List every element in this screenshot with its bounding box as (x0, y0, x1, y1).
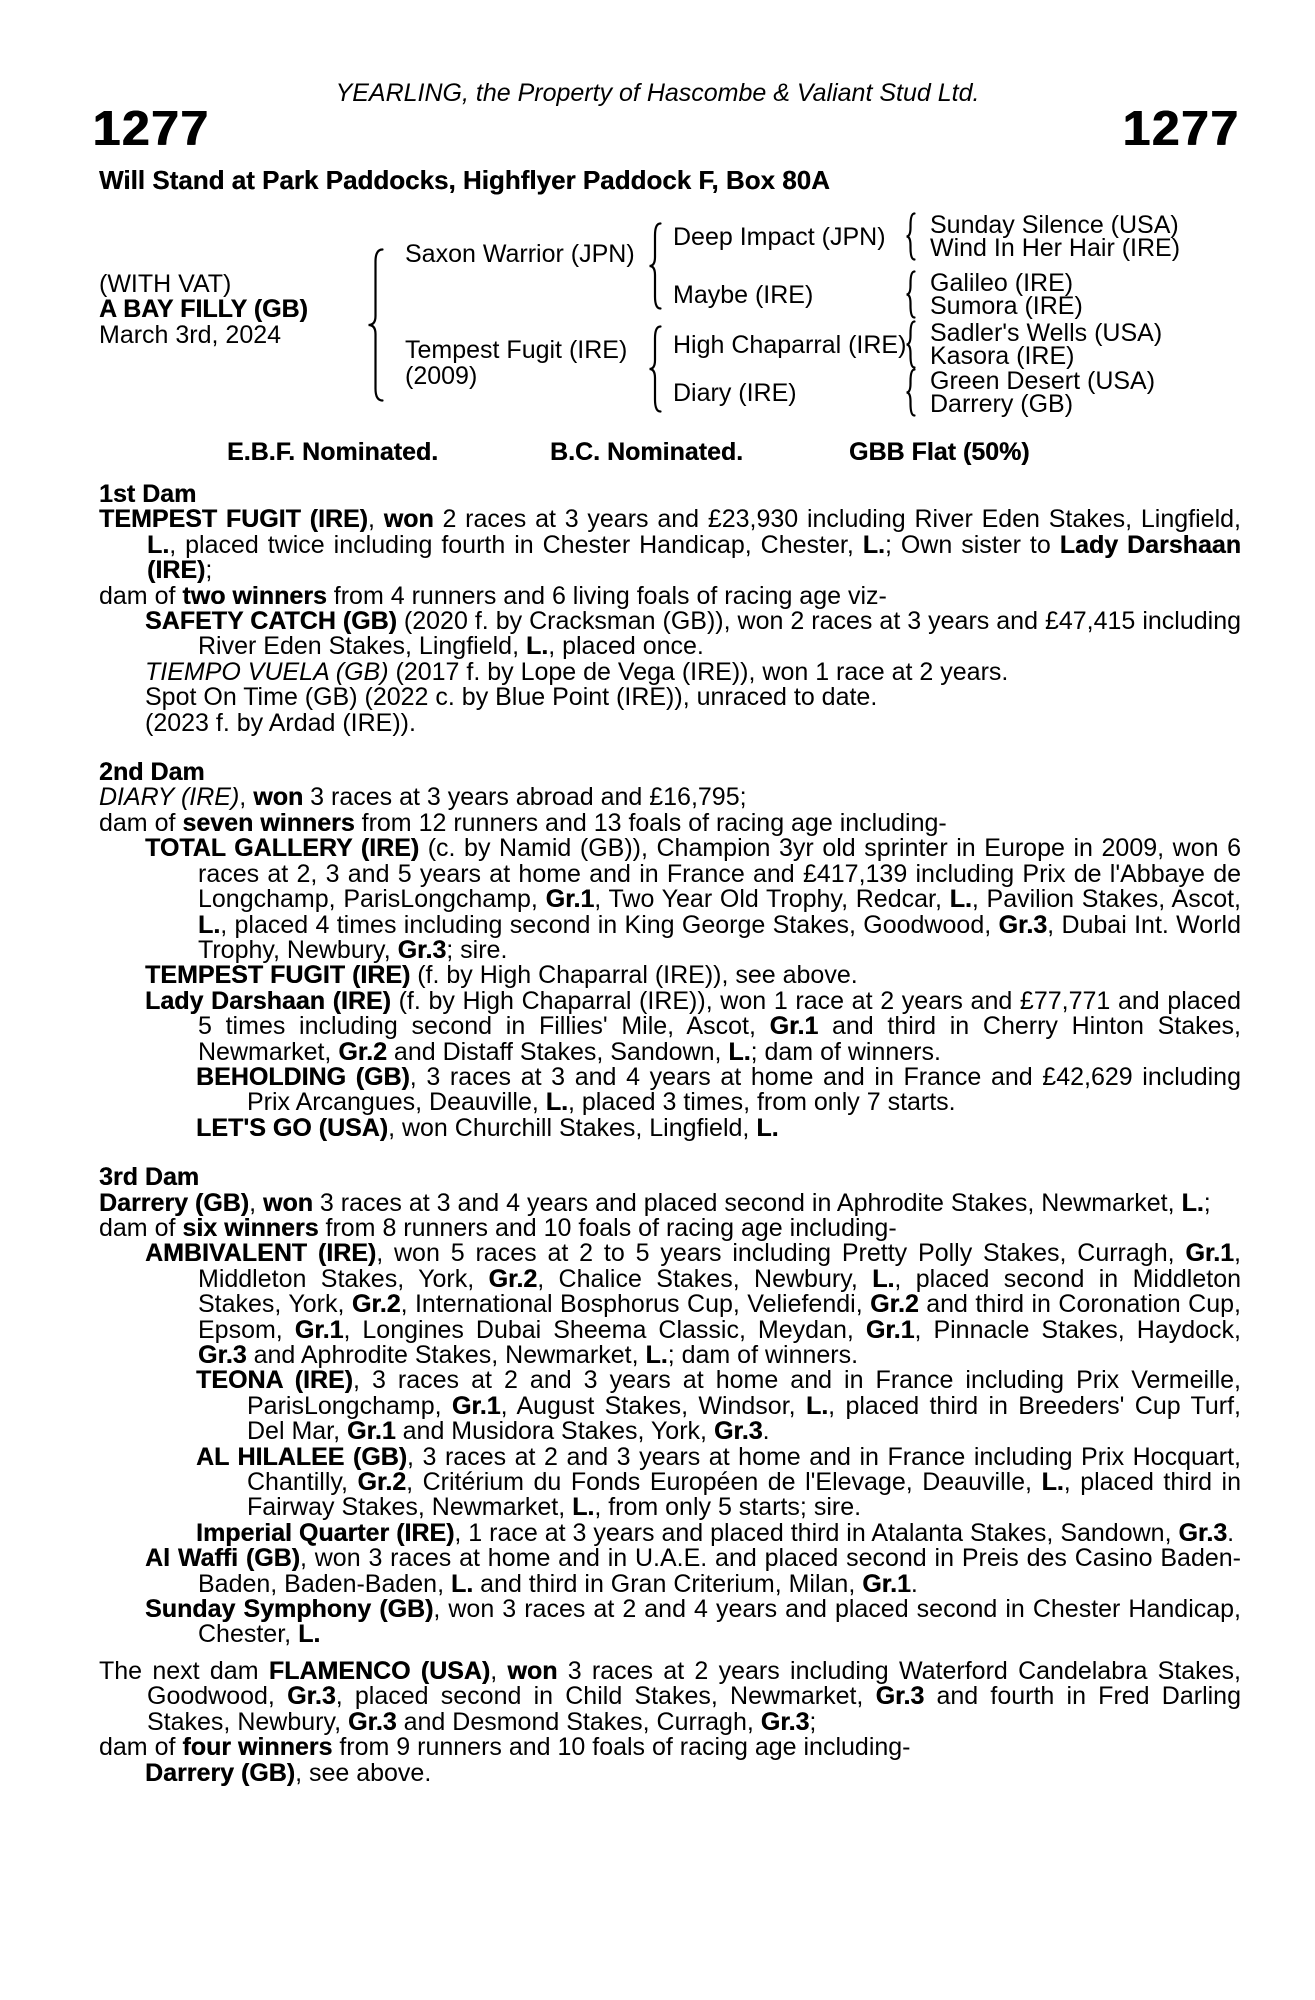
plain-text: (f. by High Chaparral (IRE)), see above. (410, 961, 858, 990)
emphasis-text: L. (198, 910, 221, 939)
catalogue-paragraph (99, 1241, 1241, 1368)
catalogue-paragraph (99, 1062, 1241, 1117)
catalogue-paragraph (99, 785, 1241, 810)
emphasis-text: TEMPEST FUGIT (IRE) (99, 505, 368, 534)
emphasis-text: L. (756, 1113, 779, 1142)
catalogue-paragraph (99, 1368, 1241, 1444)
plain-text: , from only 5 starts; sire. (594, 1493, 862, 1522)
plain-text: ; dam of winners. (667, 1341, 859, 1369)
plain-text: , placed third in Breeders' Cup Turf, Del Mar, (247, 1391, 1242, 1446)
g3-name: Galileo (IRE) (930, 269, 1074, 297)
plain-text: (2023 f. by Ardad (IRE)). (145, 708, 416, 737)
dam-year: (2009) (405, 362, 478, 390)
plain-text: from 9 runners and 10 foals of racing age including- (332, 1733, 911, 1762)
g3-name: Green Desert (USA) (930, 367, 1156, 395)
plain-text: , August Stakes, Windsor, (500, 1391, 806, 1420)
emphasis-text: SAFETY CATCH (GB) (145, 607, 397, 636)
plain-text: , 3 races at 3 and 4 years at home and in France and £42,629 including Prix Arcangues, Deauville, (247, 1062, 1241, 1117)
plain-text: , placed third in Fairway Stakes, Newmarket, (247, 1468, 1241, 1522)
emphasis-text: Gr.2 (488, 1264, 538, 1293)
g3-name: Sadler's Wells (USA) (930, 319, 1163, 347)
plain-text: ; sire. (446, 935, 508, 964)
plain-text: 3 races at 3 years abroad and £16,795; (303, 783, 747, 812)
plain-text: from 12 runners and 13 foals of racing age including- (354, 808, 947, 837)
pedigree-brace-g3-1 (905, 212, 916, 266)
plain-text: dam of (99, 808, 183, 837)
emphasis-text: Gr.2 (870, 1290, 919, 1319)
italic-text: TIEMPO VUELA (GB) (145, 657, 389, 686)
plain-text: 3 races at 2 years including Waterford Candelabra Stakes, Goodwood, (147, 1656, 1242, 1711)
subject-foaled: March 3rd, 2024 (99, 321, 282, 349)
plain-text: , placed 3 times, from only 7 starts. (567, 1088, 956, 1117)
emphasis-text: seven winners (182, 808, 355, 837)
emphasis-text: Gr.2 (357, 1468, 407, 1497)
plain-text: , 3 races at 2 and 3 years at home and in France including Prix Vermeille, ParisLongchamp, (247, 1366, 1241, 1420)
plain-text: . (910, 1569, 918, 1598)
gbb-nomination: GBB Flat (50%) (849, 438, 1030, 466)
emphasis-text: Gr.1 (347, 1417, 396, 1446)
plain-text: , placed twice including fourth in Chester Handicap, Chester, (169, 530, 863, 559)
catalogue-paragraph (99, 1758, 1241, 1787)
emphasis-text: BEHOLDING (GB) (196, 1062, 410, 1091)
plain-text: dam of (99, 1213, 183, 1242)
plain-text: (2020 f. by Cracksman (GB)), won 2 races at 3 years and £47,415 including River Eden Stakes, Lingfield, (198, 607, 1242, 661)
lot-number-left: 1277 (93, 102, 211, 156)
emphasis-text: Gr.3 (998, 910, 1048, 939)
subject-name: A BAY FILLY (GB) (99, 295, 308, 323)
plain-text: , placed second in Middleton Stakes, York, (198, 1264, 1241, 1319)
emphasis-text: Gr.3 (875, 1682, 925, 1711)
emphasis-text: Imperial Quarter (IRE) (196, 1518, 455, 1547)
plain-text: 2 races at 3 years and £23,930 including River Eden Stakes, Lingfield, (433, 505, 1241, 534)
emphasis-text: Gr.3 (713, 1417, 763, 1446)
catalogue-paragraph (99, 1188, 1241, 1217)
catalogue-paragraph (99, 581, 1241, 610)
plain-text: ; (809, 1707, 817, 1736)
emphasis-text: L. (862, 530, 885, 559)
catalogue-paragraph (99, 657, 1241, 686)
dam-dam: Diary (IRE) (673, 379, 797, 407)
plain-text: , won 3 races at 2 and 4 years and placed second in Chester Handicap, Chester, (198, 1595, 1242, 1649)
pedigree-tree (99, 208, 1241, 422)
emphasis-text: L. (545, 1088, 568, 1117)
plain-text: and fourth in Fred Darling Stakes, Newbury, (147, 1682, 1241, 1736)
pedigree-brace-g3-4 (905, 368, 916, 422)
plain-text: (c. by Namid (GB)), Champion 3yr old sprinter in Europe in 2009, won 6 races at 2, 3 and 5 years at home and in France and £417,139 including Prix de l'Abbaye de Longchamp, ParisLongchamp, (198, 834, 1242, 914)
emphasis-text: four winners (182, 1733, 333, 1762)
emphasis-text: Al Waffi (GB) (145, 1544, 300, 1573)
emphasis-text: LET'S GO (USA) (196, 1113, 389, 1142)
plain-text: , won 5 races at 2 to 5 years including Pretty Polly Stakes, Curragh, (376, 1239, 1186, 1268)
emphasis-text: Gr.1 (769, 1012, 819, 1041)
emphasis-text: Gr.3 (397, 935, 447, 964)
catalogue-paragraph (99, 986, 1241, 1066)
plain-text: . (1227, 1518, 1235, 1547)
emphasis-text: Gr.3 (348, 1707, 397, 1736)
plain-text: ; dam of winners. (750, 1037, 941, 1066)
g3-name: Wind In Her Hair (IRE) (930, 234, 1181, 262)
emphasis-text: TOTAL GALLERY (IRE) (145, 834, 420, 863)
plain-text: 3 races at 3 and 4 years and placed second in Aphrodite Stakes, Newmarket, (312, 1188, 1182, 1217)
emphasis-text: Gr.3 (287, 1682, 336, 1711)
lot-number-right: 1277 (1122, 102, 1240, 156)
plain-text: , Middleton Stakes, York, (198, 1239, 1241, 1293)
plain-text: ; Own sister to (884, 530, 1060, 559)
dam-name: Tempest Fugit (IRE) (405, 336, 628, 364)
emphasis-text: won (253, 783, 304, 812)
pedigree-brace-dam (648, 325, 662, 418)
plain-text: , won 3 races at home and in U.A.E. and placed second in Preis des Casino Baden-Baden, Baden-Baden, (198, 1544, 1241, 1598)
plain-text: , Dubai Int. World Trophy, Newbury, (198, 910, 1241, 964)
catalogue-paragraph (99, 1597, 1241, 1648)
catalogue-paragraph (99, 836, 1241, 963)
plain-text: , Chalice Stakes, Newbury, (537, 1264, 873, 1293)
emphasis-text: L. (572, 1493, 595, 1522)
plain-text: , see above. (295, 1758, 432, 1787)
emphasis-text: Gr.3 (1178, 1518, 1228, 1547)
emphasis-text: L. (298, 1620, 321, 1649)
plain-text: and Desmond Stakes, Curragh, (396, 1707, 761, 1736)
emphasis-text: Gr.1 (1185, 1239, 1235, 1268)
emphasis-text: two winners (182, 581, 327, 610)
plain-text: and Musidora Stakes, York, (395, 1417, 714, 1446)
emphasis-text: six winners (182, 1213, 319, 1242)
emphasis-text: TEONA (IRE) (196, 1366, 353, 1395)
emphasis-text: Gr.1 (294, 1315, 344, 1344)
catalogue-paragraph (99, 1656, 1242, 1736)
emphasis-text: Gr.3 (760, 1707, 810, 1736)
pedigree-brace-g3-3 (905, 320, 916, 374)
emphasis-text: Gr.1 (862, 1569, 911, 1598)
emphasis-text: Gr.2 (338, 1037, 387, 1066)
dam-sire: High Chaparral (IRE) (673, 331, 907, 359)
plain-text: , won Churchill Stakes, Lingfield, (388, 1113, 757, 1142)
emphasis-text: Sunday Symphony (GB) (145, 1595, 434, 1624)
dam-section (99, 1656, 1242, 1787)
plain-text: , International Bosphorus Cup, Veliefendi, (400, 1290, 871, 1319)
catalogue-paragraph (99, 963, 1241, 988)
emphasis-text: Darrery (GB) (145, 1758, 296, 1787)
emphasis-text: L. (805, 1391, 829, 1420)
emphasis-text: won (262, 1188, 313, 1217)
plain-text: (f. by High Chaparral (IRE)), won 1 race at 2 years and £77,771 and placed 5 times including second in Fillies' Mile, Ascot, (198, 986, 1241, 1041)
plain-text: , (249, 1188, 263, 1217)
plain-text: ; (205, 556, 213, 585)
plain-text: and third in Cherry Hinton Stakes, Newmarket, (198, 1012, 1241, 1066)
catalogue-paragraph (99, 1213, 1241, 1242)
emphasis-text: won (383, 505, 434, 534)
emphasis-text: L. (1041, 1468, 1064, 1497)
catalogue-paragraph (99, 1546, 1241, 1597)
plain-text: , (490, 1656, 508, 1685)
emphasis-text: FLAMENCO (USA) (268, 1656, 491, 1685)
g3-name: Darrery (GB) (930, 390, 1074, 418)
sire-sire: Deep Impact (JPN) (673, 223, 886, 251)
plain-text: (2017 f. by Lope de Vega (IRE)), won 1 race at 2 years. (388, 657, 1009, 686)
plain-text: , Two Year Old Trophy, Redcar, (594, 885, 950, 914)
plain-text: and Aphrodite Stakes, Newmarket, (246, 1341, 646, 1369)
catalogue-paragraph (99, 1113, 1241, 1142)
emphasis-text: Lady Darshaan (IRE) (147, 530, 1241, 585)
emphasis-text: Gr.1 (865, 1315, 915, 1344)
stand-location: Will Stand at Park Paddocks, Highflyer Paddock F, Box 80A (99, 165, 830, 195)
section-heading: 1st Dam (99, 480, 197, 508)
plain-text: , placed 4 times including second in King George Stakes, Goodwood, (220, 910, 999, 939)
plain-text: , placed second in Child Stakes, Newmarket, (335, 1682, 876, 1711)
plain-text: , 3 races at 2 and 3 years at home and in France including Prix Hocquart, Chantilly, (247, 1442, 1241, 1497)
pedigree-text (99, 482, 1241, 1786)
emphasis-text: Lady Darshaan (IRE) (145, 986, 391, 1015)
plain-text: , Pavilion Stakes, Ascot, (971, 885, 1242, 914)
plain-text: , Pinnacle Stakes, Haydock, (914, 1315, 1241, 1344)
dam-section (99, 1165, 1241, 1648)
catalogue-paragraph (99, 1518, 1241, 1547)
emphasis-text: L. (525, 632, 549, 661)
plain-text: The next dam (99, 1656, 269, 1685)
emphasis-text: L. (728, 1037, 751, 1066)
sire-name: Saxon Warrior (JPN) (405, 240, 635, 268)
emphasis-text: Darrery (GB) (99, 1188, 250, 1217)
pedigree-brace-sire (648, 222, 662, 315)
emphasis-text: L. (872, 1264, 895, 1293)
emphasis-text: Gr.1 (545, 885, 595, 914)
plain-text: dam of (99, 581, 183, 610)
catalogue-paragraph (99, 808, 1241, 837)
plain-text: and third in Gran Criterium, Milan, (473, 1569, 863, 1598)
plain-text: ; (1203, 1188, 1211, 1217)
sale-title: YEARLING, the Property of Hascombe & Valiant Stud Ltd. (335, 79, 980, 107)
plain-text: Spot On Time (GB) (2022 c. by Blue Point (IRE)), unraced to date. (145, 683, 878, 712)
catalogue-paragraph (99, 1442, 1241, 1522)
plain-text: dam of (99, 1733, 183, 1762)
section-heading: 2nd Dam (99, 758, 205, 787)
plain-text: , (367, 505, 384, 534)
dam-section (99, 760, 1241, 1141)
emphasis-text: L. (1181, 1188, 1204, 1217)
plain-text: from 8 runners and 10 foals of racing age including- (318, 1213, 897, 1242)
catalogue-paragraph (99, 507, 1241, 583)
sire-dam: Maybe (IRE) (673, 281, 814, 309)
emphasis-text: AL HILALEE (GB) (196, 1442, 408, 1471)
pedigree-brace-g3-2 (905, 270, 916, 324)
g3-name: Kasora (IRE) (930, 342, 1075, 370)
plain-text: , Critérium du Fonds Européen de l'Elevage, Deauville, (406, 1468, 1042, 1497)
emphasis-text: Gr.1 (451, 1391, 501, 1420)
section-heading: 3rd Dam (99, 1163, 200, 1192)
emphasis-text: Gr.3 (198, 1341, 247, 1369)
italic-text: DIARY (IRE) (99, 783, 240, 812)
emphasis-text: AMBIVALENT (IRE) (145, 1239, 377, 1268)
ebf-nomination: E.B.F. Nominated. (227, 438, 439, 466)
catalogue-paragraph (99, 1735, 1241, 1760)
bc-nomination: B.C. Nominated. (550, 438, 744, 466)
emphasis-text: won (507, 1656, 558, 1685)
plain-text: , 1 race at 3 years and placed third in Atalanta Stakes, Sandown, (454, 1518, 1179, 1547)
g3-name: Sunday Silence (USA) (930, 211, 1179, 239)
catalogue-paragraph (99, 708, 1241, 737)
plain-text: from 4 runners and 6 living foals of racing age viz- (326, 581, 887, 610)
plain-text: , (239, 783, 254, 812)
plain-text: . (762, 1417, 770, 1446)
plain-text: , Longines Dubai Sheema Classic, Meydan, (343, 1315, 866, 1344)
emphasis-text: TEMPEST FUGIT (IRE) (145, 961, 411, 990)
emphasis-text: L. (450, 1569, 474, 1598)
plain-text: and Distaff Stakes, Sandown, (386, 1037, 729, 1066)
emphasis-text: L. (645, 1341, 668, 1369)
emphasis-text: L. (147, 530, 170, 559)
emphasis-text: L. (949, 885, 972, 914)
nominations-line (99, 438, 1241, 466)
plain-text: , placed once. (548, 632, 704, 661)
vat-note: (WITH VAT) (99, 270, 232, 298)
catalogue-paragraph (99, 609, 1241, 660)
emphasis-text: Gr.2 (351, 1290, 401, 1319)
catalogue-paragraph (99, 685, 1241, 710)
pedigree-brace-main (367, 248, 384, 407)
dam-section (99, 482, 1241, 736)
g3-name: Sumora (IRE) (930, 292, 1083, 320)
plain-text: and third in Coronation Cup, Epsom, (198, 1290, 1241, 1344)
